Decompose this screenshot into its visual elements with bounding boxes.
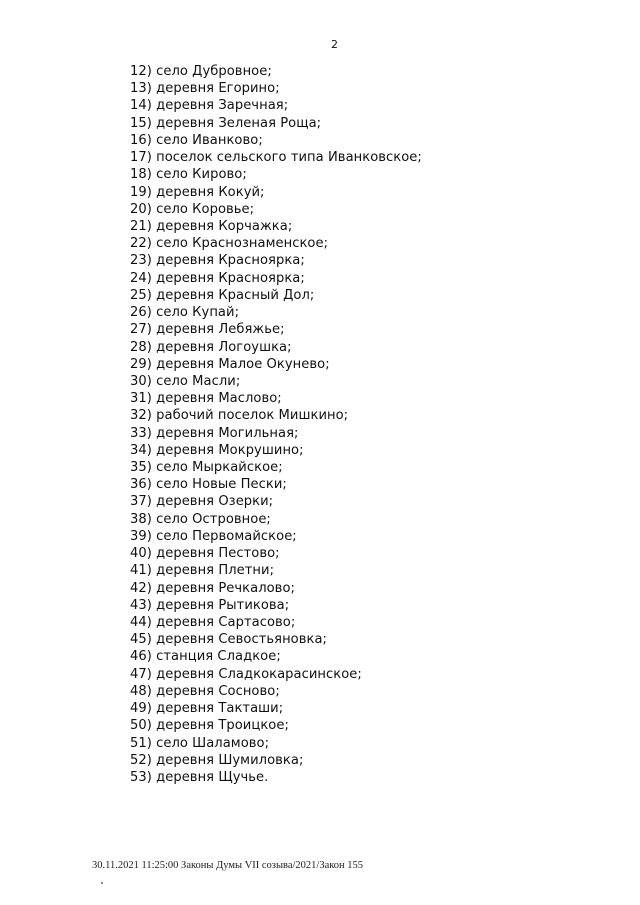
list-item: 32) рабочий поселок Мишкино; bbox=[130, 408, 349, 424]
list-item: 48) деревня Сосново; bbox=[130, 683, 280, 699]
list-item: 51) село Шаламово; bbox=[130, 735, 270, 751]
list-item: 46) станция Сладкое; bbox=[130, 649, 281, 665]
list-item: 41) деревня Плетни; bbox=[130, 563, 275, 579]
list-item: 18) село Кирово; bbox=[130, 167, 247, 183]
settlement-list bbox=[130, 63, 422, 786]
list-item: 19) деревня Кокуй; bbox=[130, 184, 265, 200]
list-item: 20) село Коровье; bbox=[130, 201, 255, 217]
page-number: 2 bbox=[331, 38, 338, 51]
list-item: 35) село Мыркайское; bbox=[130, 460, 283, 476]
list-item: 53) деревня Щучье. bbox=[130, 769, 269, 785]
list-item: 16) село Иванково; bbox=[130, 132, 263, 148]
list-item: 12) село Дубровное; bbox=[130, 64, 272, 79]
list-item: 33) деревня Могильная; bbox=[130, 425, 299, 441]
list-item: 24) деревня Красноярка; bbox=[130, 270, 305, 286]
list-item: 25) деревня Красный Дол; bbox=[130, 287, 315, 303]
list-item: 31) деревня Маслово; bbox=[130, 391, 282, 407]
list-item: 47) деревня Сладкокарасинское; bbox=[130, 666, 362, 682]
list-item: 30) село Масли; bbox=[130, 373, 241, 389]
list-item: 22) село Краснознаменское; bbox=[130, 236, 329, 252]
list-item: 50) деревня Троицкое; bbox=[130, 718, 289, 734]
list-item: 45) деревня Севостьяновка; bbox=[130, 632, 328, 648]
list-item: 44) деревня Сартасово; bbox=[130, 615, 296, 630]
list-item: 14) деревня Заречная; bbox=[130, 98, 289, 114]
list-item: 27) деревня Лебяжье; bbox=[130, 322, 285, 338]
list-item: 26) село Купай; bbox=[130, 305, 240, 321]
list-item: 40) деревня Пестово; bbox=[130, 546, 280, 562]
list-item: 28) деревня Логоушка; bbox=[130, 339, 292, 355]
list-item: 52) деревня Шумиловка; bbox=[130, 752, 304, 768]
document-footer: 30.11.2021 11:25:00 Законы Думы VII созыва/2021/Закон 155 bbox=[92, 860, 364, 871]
list-item: 15) деревня Зеленая Роща; bbox=[130, 115, 322, 131]
list-item: 36) село Новые Пески; bbox=[130, 477, 287, 493]
list-item: 34) деревня Мокрушино; bbox=[130, 442, 304, 458]
list-item: 42) деревня Речкалово; bbox=[130, 580, 295, 596]
list-item: 37) деревня Озерки; bbox=[130, 494, 274, 510]
list-item: 49) деревня Такташи; bbox=[130, 701, 284, 717]
list-item: 21) деревня Корчажка; bbox=[130, 218, 293, 234]
list-item: 29) деревня Малое Окунево; bbox=[130, 356, 330, 372]
list-item: 43) деревня Рытикова; bbox=[130, 597, 290, 613]
list-item: 23) деревня Красноярка; bbox=[130, 253, 305, 269]
list-item: 13) деревня Егорино; bbox=[130, 81, 280, 97]
list-item: 39) село Первомайское; bbox=[130, 528, 297, 544]
footer-dot bbox=[101, 882, 103, 884]
list-item: 17) поселок сельского типа Иванковское; bbox=[130, 150, 422, 166]
list-item: 38) село Островное; bbox=[130, 511, 271, 527]
